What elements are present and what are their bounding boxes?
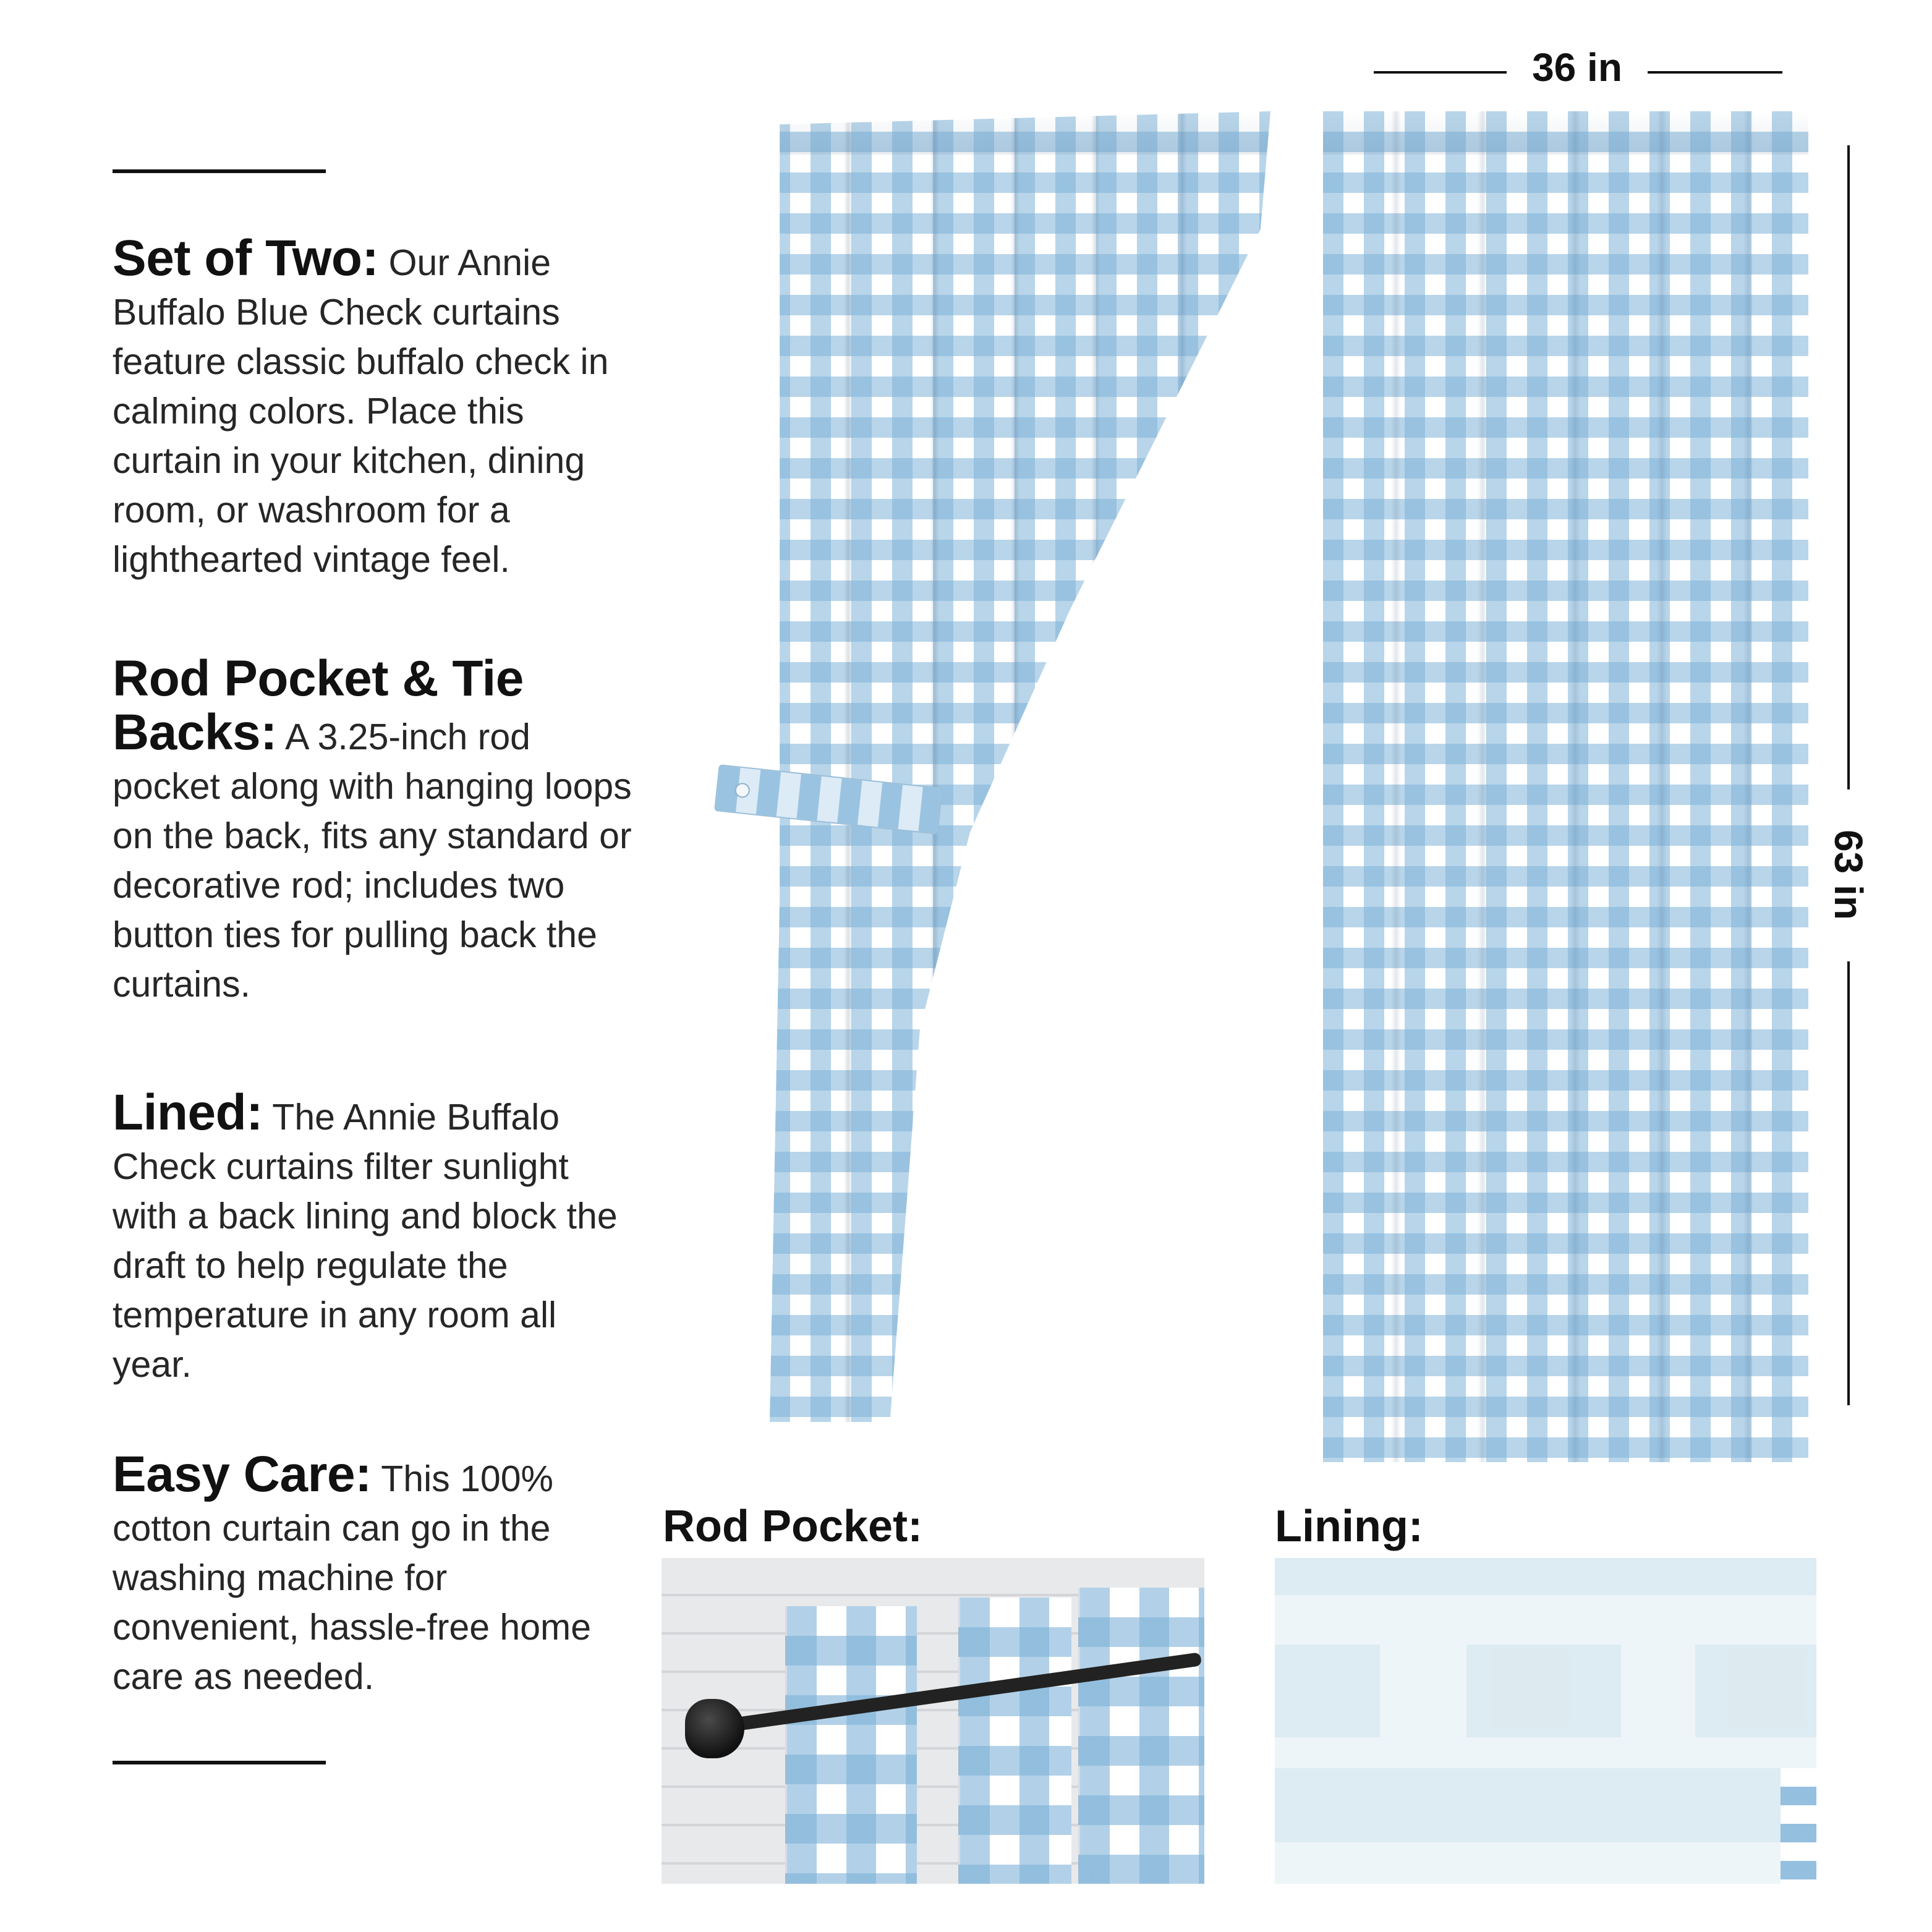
curtain-fold bbox=[1743, 111, 1753, 1462]
feature-easy-care bbox=[113, 1446, 632, 1701]
feature-heading: Lined: bbox=[113, 1084, 263, 1141]
lining-shadow-band bbox=[1275, 1645, 1380, 1737]
rod-pocket-panel bbox=[785, 1606, 917, 1884]
rod-pocket-panel bbox=[1078, 1588, 1204, 1884]
feature-lined bbox=[113, 1084, 632, 1389]
bottom-divider bbox=[113, 1761, 326, 1764]
lining-detail-photo bbox=[1275, 1558, 1816, 1884]
rod-finial-icon bbox=[685, 1699, 744, 1758]
feature-body: Our Annie Buffalo Blue Check curtains feature classic buffalo check in calming colors. Place this curtain in your kitchen, dining room, or washroom for a lighthearted vintage feel. bbox=[113, 242, 609, 580]
feature-body: This 100% cotton curtain can go in the washing machine for convenient, hassle-free home care as needed. bbox=[113, 1458, 592, 1697]
lining-shadow-band bbox=[1275, 1558, 1816, 1595]
width-dimension-line-left bbox=[1374, 71, 1507, 74]
rod-pocket-label: Rod Pocket: bbox=[663, 1502, 923, 1551]
curtain-fold bbox=[1178, 111, 1186, 1422]
feature-set-of-two bbox=[113, 230, 632, 584]
curtain-fold bbox=[1091, 111, 1100, 1422]
tieback-button-icon bbox=[734, 782, 751, 798]
width-dimension-line-right bbox=[1648, 71, 1782, 74]
lining-shadow-band bbox=[1466, 1645, 1621, 1737]
top-divider bbox=[113, 169, 326, 173]
height-dimension-label: 63 in bbox=[1826, 830, 1871, 920]
curtain-panel-straight bbox=[1323, 111, 1808, 1462]
feature-rod-pocket bbox=[113, 650, 632, 1009]
rod-pocket-panel bbox=[958, 1598, 1071, 1884]
feature-body: A 3.25-inch rod pocket along with hanging loops on the back, fits any standard or decorative rod; includes two button ties for pulling back the curtains. bbox=[113, 717, 632, 1005]
feature-heading: Set of Two: bbox=[113, 230, 379, 286]
curtain-fold bbox=[1570, 111, 1580, 1462]
feature-heading: Rod Pocket & Tie Backs: bbox=[113, 650, 524, 760]
feature-body: The Annie Buffalo Check curtains filter sunlight with a back lining and block the draft to help regulate the temperature in any room all year. bbox=[113, 1097, 618, 1385]
curtain-fold bbox=[930, 111, 939, 1422]
feature-heading: Easy Care: bbox=[113, 1446, 372, 1502]
curtain-fold bbox=[844, 111, 853, 1422]
curtain-panel-tied-back bbox=[770, 111, 1270, 1422]
height-dimension-line-top bbox=[1847, 145, 1850, 789]
lining-edge-check bbox=[1781, 1768, 1816, 1884]
curtain-fold bbox=[1657, 111, 1667, 1462]
curtain-fold bbox=[1478, 111, 1487, 1462]
lining-shadow-band bbox=[1275, 1768, 1782, 1842]
curtain-fold bbox=[1011, 111, 1019, 1422]
curtain-fold bbox=[1391, 111, 1401, 1462]
lining-shadow-band bbox=[1695, 1645, 1816, 1737]
height-dimension-line-bottom bbox=[1847, 961, 1850, 1405]
width-dimension-label: 36 in bbox=[1532, 45, 1622, 90]
rod-pocket-detail-photo bbox=[662, 1558, 1204, 1884]
lining-label: Lining: bbox=[1275, 1502, 1423, 1551]
